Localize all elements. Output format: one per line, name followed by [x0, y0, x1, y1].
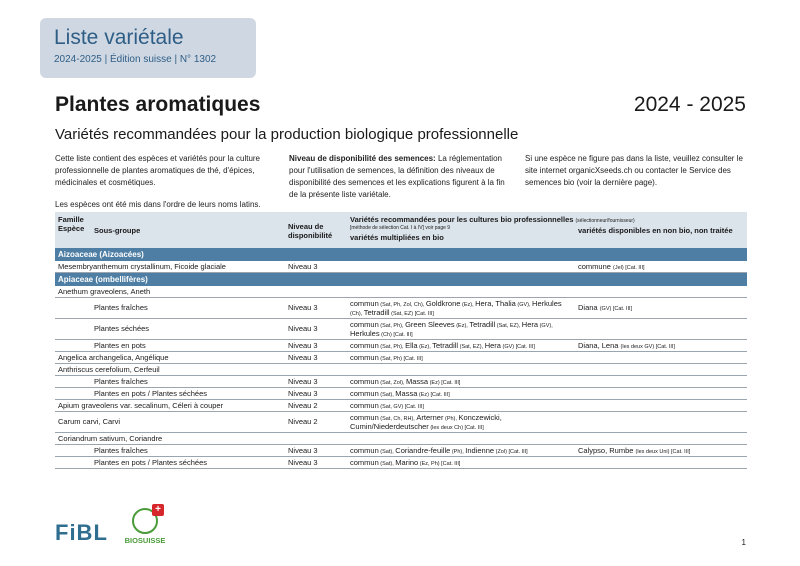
- table-row: Plantes fraîches Niveau 3 commun (Sat, Zol), Massa (Ez) [Cat. III]: [55, 376, 747, 388]
- fibl-logo: FiBL: [55, 520, 108, 545]
- header-recommended: Variétés recommandées pour les cultures bio professionnelles (sélectionneur/fournisseur): [347, 212, 747, 225]
- page-number: 1: [741, 538, 746, 547]
- intro-col-3: [525, 153, 747, 199]
- table-row: Mesembryanthemum crystallinum, Ficoide glaciale Niveau 3 commune (Jel) [Cat. III]: [55, 261, 747, 273]
- header-family: Famille Espèce: [55, 212, 91, 248]
- intro-text: La réglementation pour l'utilisation de semences, la définition des niveaux de disponibilité des semences et les explications figurent à la fin de la présente liste variétale.: [289, 154, 505, 199]
- edition-info: 2024-2025 | Édition suisse | N° 1302: [54, 54, 217, 65]
- page-title: Plantes aromatiques: [55, 93, 261, 116]
- intro-paragraph: Les espèces ont été mis dans l'ordre de leurs noms latins.: [55, 200, 261, 209]
- table-row: Carum carvi, Carvi Niveau 2 commun (Sat, Ch, RH), Arterner (Ph), Konczewicki, Cumin/Niederdeutscher (les deux Ch) [Cat. III]: [55, 412, 747, 433]
- table-row: Anethum graveolens, Aneth: [55, 286, 747, 298]
- table-row: Anthriscus cerefolium, Cerfeuil: [55, 364, 747, 376]
- header-method: [méthode de sélection Cat. I à IV] voir page 9: [347, 225, 575, 232]
- table-row: Plantes fraîches Niveau 3 commun (Sat, Ph, Zol, Ch), Goldkrone (Ez), Hera, Thalia (GV), Herkules (Ch), Tetradill (Sat, EZ) [Cat. III] Diana (GV) [Cat. III]: [55, 298, 747, 319]
- table-row: Plantes en pots / Plantes séchées Niveau 3 commun (Sat), Massa (Ez) [Cat. III]: [55, 388, 747, 400]
- header-nonbio: variétés disponibles en non bio, non traitée: [575, 225, 747, 248]
- biosuisse-label: BIOSUISSE: [124, 536, 166, 545]
- intro-bold: Niveau de disponibilité des semences:: [289, 154, 436, 163]
- family-row: Aizoaceae (Aizoacées): [55, 248, 747, 261]
- title-box: [40, 18, 256, 78]
- biosuisse-logo: [120, 504, 170, 545]
- page-year: 2024 - 2025: [633, 93, 746, 116]
- table-row: Coriandrum sativum, Coriandre: [55, 433, 747, 445]
- intro-paragraph: Cette liste contient des espèces et variétés pour la culture professionnelle de plantes aromatiques de thé, d'épices, médicinales et cosmétiques.: [55, 154, 260, 187]
- table-row: Plantes en pots / Plantes séchées Niveau 3 commun (Sat), Marino (Ez, Ph) [Cat. III]: [55, 457, 747, 469]
- family-row: Apiaceae (ombellifères): [55, 273, 747, 287]
- intro-paragraph: Si une espèce ne figure pas dans la liste, veuillez consulter le site internet organicXseeds.ch ou contacter le Service des semences bio (voir la dernière page).: [525, 154, 743, 187]
- intro-col-1: [55, 153, 275, 221]
- header-level: Niveau de disponibilité: [285, 212, 347, 248]
- header-subgroup: Sous-groupe: [91, 212, 285, 248]
- table-row: Plantes séchées Niveau 3 commun (Sat, Ph), Green Sleeves (Ez), Tetradill (Sat, EZ), Hera (GV), Herkules (Ch) [Cat. III]: [55, 319, 747, 340]
- table-header-row: [55, 212, 747, 225]
- bud-icon: +: [132, 508, 158, 534]
- header-bio: variétés multipliées en bio: [347, 232, 575, 248]
- intro-col-2: [289, 153, 514, 211]
- page-subtitle: Variétés recommandées pour la production biologique professionnelle: [55, 126, 519, 143]
- table-row: Plantes fraîches Niveau 3 commun (Sat), Coriandre-feuille (Ph), Indienne (Zol) [Cat. III] Calypso, Rumbe (les deux Uni) [Cat. III]: [55, 445, 747, 457]
- table-row: Angelica archangelica, Angélique Niveau 3 commun (Sat, Ph) [Cat. III]: [55, 352, 747, 364]
- table-row: Plantes en pots Niveau 3 commun (Sat, Ph), Ella (Ez), Tetradill (Sat, EZ), Hera (GV) [Cat. III] Diana, Lena (les deux GV) [Cat. III]: [55, 340, 747, 352]
- table-row: Apium graveolens var. secalinum, Céleri à couper Niveau 2 commun (Sat, GV) [Cat. III]: [55, 400, 747, 412]
- variety-table: [55, 212, 747, 469]
- list-title: Liste variétale: [54, 26, 184, 49]
